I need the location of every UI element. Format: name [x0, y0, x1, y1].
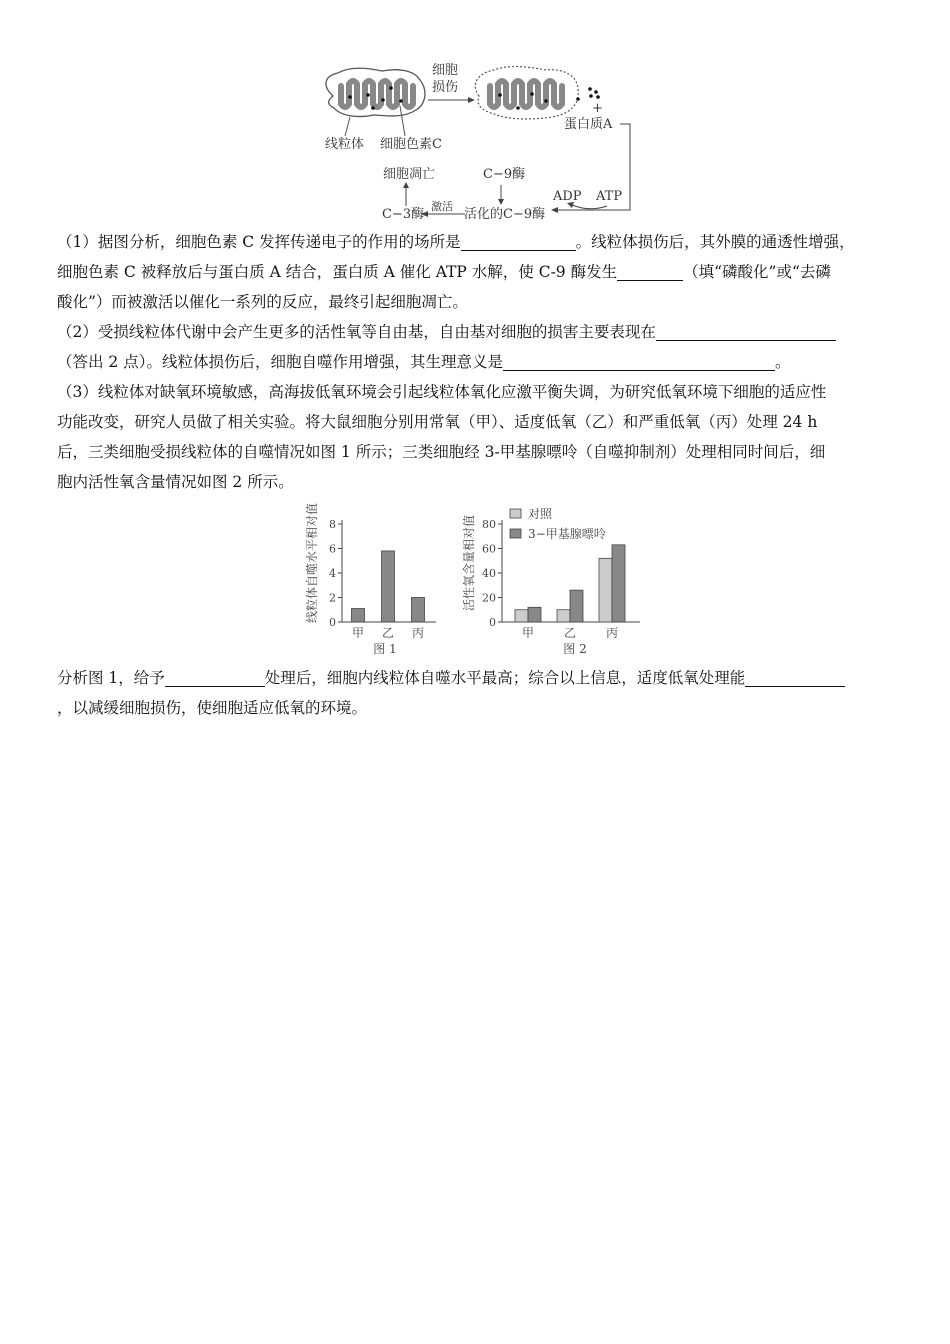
final-blank-2[interactable] [745, 666, 845, 687]
chart2-y-label: 活性氧含量相对值 [462, 514, 476, 612]
chart2-bar-control [515, 610, 528, 622]
chart2-bar-control [599, 558, 612, 622]
label-apoptosis: 细胞凋亡 [383, 167, 436, 182]
chart2-ytick-label: 20 [482, 591, 496, 605]
q1-text-1b: 。线粒体损伤后，其外膜的通透性增强， [575, 233, 855, 251]
chart1-bar [412, 598, 425, 623]
label-cytochrome-c: 细胞色素C [380, 137, 442, 152]
chart1-bar [382, 551, 395, 622]
chart2-bar-treated [570, 590, 583, 622]
label-plus: + [592, 101, 603, 116]
final-text-1b: 处理后，细胞内线粒体自噬水平最高；综合以上信息，适度低氧处理能 [264, 669, 746, 687]
label-activate: 激活 [431, 200, 453, 213]
bar-charts [0, 500, 950, 665]
chart2-legend-label: 3−甲基腺嘌呤 [528, 527, 606, 541]
chart1-ytick-label: 2 [329, 591, 336, 605]
q2-line-1 [57, 317, 897, 347]
q1-line-2 [57, 257, 897, 287]
q2-text-1a: （2）受损线粒体代谢中会产生更多的活性氧等自由基，自由基对细胞的损害主要表现在 [57, 323, 656, 341]
chart2-ytick-label: 60 [482, 542, 496, 556]
chart2-ytick-label: 0 [489, 616, 496, 629]
question-2 [57, 317, 897, 377]
chart1-category-label: 甲 [351, 626, 365, 640]
q1-text-2a: 细胞色素 C 被释放后与蛋白质 A 结合，蛋白质 A 催化 ATP 水解，使 C-9 酶发生 [57, 263, 618, 281]
q1-blank-2[interactable] [617, 260, 683, 281]
q1-line-1 [57, 227, 897, 257]
chart2-legend-swatch [510, 529, 521, 538]
chart2-title: 图 2 [563, 642, 587, 656]
q1-text-1a: （1）据图分析，细胞色素 C 发挥传递电子的作用的场所是 [57, 233, 461, 251]
label-c9-enzyme: C−9酶 [483, 167, 526, 182]
label-adp: ADP [553, 189, 582, 204]
q2-line-2 [57, 347, 897, 377]
question-3 [57, 377, 897, 497]
label-activated-c9: 活化的C−9酶 [464, 207, 546, 222]
label-damage-1: 细胞 [432, 63, 459, 78]
chart1-ytick-label: 0 [329, 616, 336, 629]
q2-text-2b: 。 [774, 353, 791, 371]
chart2-category-label: 丙 [605, 626, 619, 640]
final-line-1 [57, 663, 897, 693]
chart1-category-label: 乙 [381, 626, 395, 640]
q3-line-2: 功能改变，研究人员做了相关实验。将大鼠细胞分别用常氧（甲）、适度低氧（乙）和严重低氧（丙）处理 24 h [57, 413, 818, 431]
chart2-bar-treated [528, 607, 541, 622]
q3-line-1: （3）线粒体对缺氧环境敏感，高海拔低氧环境会引起线粒体氧化应激平衡失调，为研究低氧环境下细胞的适应性 [57, 383, 827, 401]
final-text-1a: 分析图 1，给予 [57, 669, 165, 687]
intact-mitochondrion [326, 68, 425, 116]
chart1-y-label: 线粒体自噬水平相对值 [305, 502, 319, 624]
chart1-bar [352, 609, 365, 622]
q1-blank-1[interactable] [461, 230, 576, 251]
label-damage-2: 损伤 [432, 80, 459, 95]
q1-text-2b: （填“磷酸化”或“去磷 [683, 263, 831, 281]
diagram-graphics [0, 0, 950, 226]
final-question [57, 663, 897, 723]
chart2-category-label: 乙 [563, 626, 577, 640]
q3-line-3: 后，三类细胞受损线粒体的自噬情况如图 1 所示；三类细胞经 3-甲基腺嘌呤（自噬抑制剂）处理相同时间后，细 [57, 443, 826, 461]
chart1-category-label: 丙 [411, 626, 425, 640]
chart1-title: 图 1 [373, 642, 397, 656]
final-line-2: ，以减缓细胞损伤，使细胞适应低氧的环境。 [57, 699, 368, 717]
chart1-ytick-label: 8 [329, 518, 336, 531]
chart2-ytick-label: 80 [482, 518, 496, 531]
chart2-bar-treated [612, 545, 625, 622]
q3-line-4: 胞内活性氧含量情况如图 2 所示。 [57, 473, 294, 491]
mito-apoptosis-diagram [0, 0, 950, 226]
chart2-legend-label: 对照 [528, 507, 553, 521]
charts-area [0, 500, 950, 665]
label-c3-enzyme: C−3酶 [382, 207, 425, 222]
label-atp: ATP [596, 189, 623, 204]
question-1 [57, 227, 897, 317]
chart2-bar-control [557, 610, 570, 622]
chart2-category-label: 甲 [521, 626, 535, 640]
final-blank-1[interactable] [165, 666, 265, 687]
q2-text-2a: （答出 2 点）。线粒体损伤后，细胞自噬作用增强，其生理意义是 [57, 353, 503, 371]
q2-blank-1[interactable] [656, 320, 836, 341]
chart1-ytick-label: 4 [329, 567, 336, 580]
label-mitochondria: 线粒体 [325, 137, 365, 152]
q1-line-3: 酸化”）而被激活以催化一系列的反应，最终引起细胞凋亡。 [57, 293, 468, 311]
q2-blank-2[interactable] [503, 350, 775, 371]
chart2-legend-swatch [510, 509, 521, 518]
damaged-mitochondrion [475, 67, 578, 119]
chart1-ytick-label: 6 [329, 542, 336, 556]
chart2-ytick-label: 40 [482, 567, 496, 580]
label-protein-a: 蛋白质A [564, 117, 613, 132]
